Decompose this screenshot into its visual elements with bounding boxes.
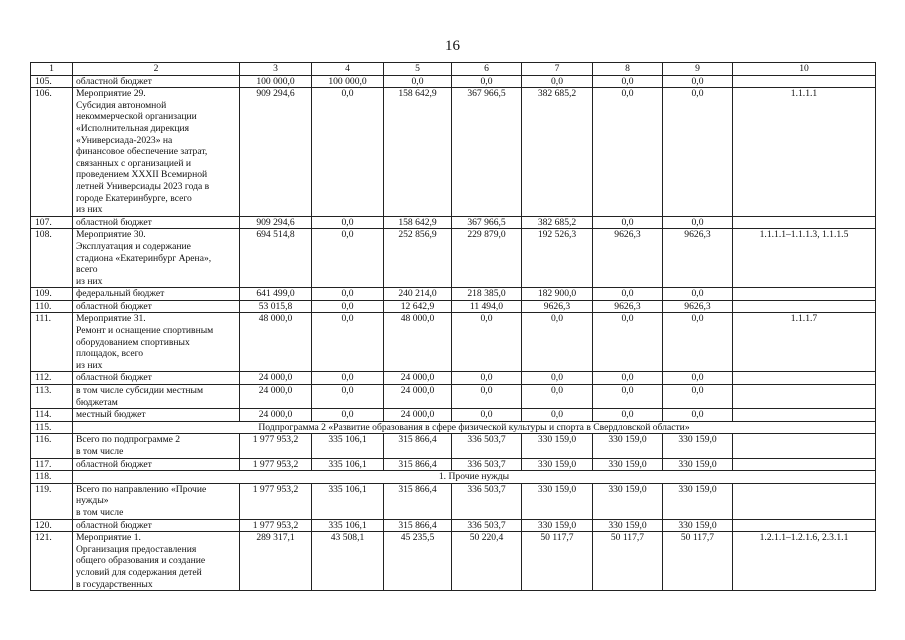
value-cell: 0,0 [593, 313, 663, 372]
row-number: 110. [31, 300, 73, 313]
column-header: 1 [31, 63, 73, 76]
value-cell: 0,0 [312, 313, 384, 372]
target-indicator [733, 300, 876, 313]
row-name: Мероприятие 29. Субсидия автономной некоммерческой организации «Исполнительная дирекция «Универсиада-2023» на финансовое обеспечение затрат, связанных с организацией и проведением XXXII Всемирной летней Универсиады 2023 года в городе Екатеринбурге, всего из них [73, 88, 240, 217]
row-number: 117. [31, 458, 73, 471]
value-cell: 240 214,0 [384, 288, 452, 301]
value-cell: 0,0 [452, 75, 522, 88]
value-cell: 367 966,5 [452, 88, 522, 217]
table-row [31, 409, 876, 422]
row-name: Мероприятие 1. Организация предоставления общего образования и создание условий для содержания детей в государственных [73, 532, 240, 591]
value-cell: 0,0 [522, 409, 593, 422]
value-cell: 50 117,7 [522, 532, 593, 591]
target-indicator [733, 519, 876, 532]
column-header: 7 [522, 63, 593, 76]
row-number: 109. [31, 288, 73, 301]
table-row [31, 471, 876, 484]
column-header: 4 [312, 63, 384, 76]
target-indicator [733, 288, 876, 301]
table-row [31, 519, 876, 532]
target-indicator: 1.1.1.7 [733, 313, 876, 372]
value-cell: 182 900,0 [522, 288, 593, 301]
value-cell: 100 000,0 [240, 75, 312, 88]
value-cell: 24 000,0 [240, 409, 312, 422]
value-cell: 24 000,0 [384, 372, 452, 385]
value-cell: 289 317,1 [240, 532, 312, 591]
column-header: 3 [240, 63, 312, 76]
row-name: областной бюджет [73, 75, 240, 88]
value-cell: 24 000,0 [240, 372, 312, 385]
value-cell: 330 159,0 [522, 483, 593, 519]
row-name: областной бюджет [73, 216, 240, 229]
value-cell: 367 966,5 [452, 216, 522, 229]
target-indicator [733, 385, 876, 409]
target-indicator [733, 409, 876, 422]
value-cell: 0,0 [522, 313, 593, 372]
row-name: в том числе субсидии местным бюджетам [73, 385, 240, 409]
row-number: 113. [31, 385, 73, 409]
target-indicator: 1.2.1.1–1.2.1.6, 2.3.1.1 [733, 532, 876, 591]
target-indicator: 1.1.1.1–1.1.1.3, 1.1.1.5 [733, 229, 876, 288]
page-number: 16 [445, 38, 460, 54]
value-cell: 9626,3 [593, 300, 663, 313]
column-header: 8 [593, 63, 663, 76]
value-cell: 45 235,5 [384, 532, 452, 591]
value-cell: 330 159,0 [663, 458, 733, 471]
value-cell: 9626,3 [663, 300, 733, 313]
value-cell: 24 000,0 [384, 409, 452, 422]
value-cell: 0,0 [663, 385, 733, 409]
value-cell: 694 514,8 [240, 229, 312, 288]
value-cell: 100 000,0 [312, 75, 384, 88]
value-cell: 1 977 953,2 [240, 458, 312, 471]
table-row [31, 483, 876, 519]
table-row [31, 216, 876, 229]
target-indicator [733, 434, 876, 458]
value-cell: 330 159,0 [593, 483, 663, 519]
value-cell: 330 159,0 [593, 519, 663, 532]
table-row [31, 421, 876, 434]
value-cell: 9626,3 [522, 300, 593, 313]
row-number: 108. [31, 229, 73, 288]
value-cell: 0,0 [663, 216, 733, 229]
column-header: 9 [663, 63, 733, 76]
value-cell: 50 117,7 [593, 532, 663, 591]
value-cell: 252 856,9 [384, 229, 452, 288]
target-indicator [733, 372, 876, 385]
target-indicator [733, 458, 876, 471]
table-row [31, 288, 876, 301]
table-row [31, 313, 876, 372]
value-cell: 12 642,9 [384, 300, 452, 313]
row-name: Всего по направлению «Прочие нужды» в том числе [73, 483, 240, 519]
value-cell: 158 642,9 [384, 88, 452, 217]
budget-table [30, 62, 876, 591]
value-cell: 0,0 [522, 385, 593, 409]
value-cell: 909 294,6 [240, 88, 312, 217]
value-cell: 330 159,0 [522, 434, 593, 458]
value-cell: 1 977 953,2 [240, 519, 312, 532]
value-cell: 0,0 [663, 409, 733, 422]
value-cell: 9626,3 [593, 229, 663, 288]
value-cell: 0,0 [312, 216, 384, 229]
value-cell: 9626,3 [663, 229, 733, 288]
row-number: 107. [31, 216, 73, 229]
row-number: 119. [31, 483, 73, 519]
value-cell: 0,0 [663, 288, 733, 301]
value-cell: 0,0 [384, 75, 452, 88]
value-cell: 48 000,0 [240, 313, 312, 372]
value-cell: 335 106,1 [312, 483, 384, 519]
value-cell: 336 503,7 [452, 434, 522, 458]
value-cell: 315 866,4 [384, 434, 452, 458]
table-row [31, 300, 876, 313]
value-cell: 0,0 [312, 409, 384, 422]
row-number: 116. [31, 434, 73, 458]
row-number: 114. [31, 409, 73, 422]
target-indicator [733, 216, 876, 229]
value-cell: 50 220,4 [452, 532, 522, 591]
table-row [31, 458, 876, 471]
column-header: 2 [73, 63, 240, 76]
column-header: 10 [733, 63, 876, 76]
row-number: 118. [31, 471, 73, 484]
value-cell: 641 499,0 [240, 288, 312, 301]
table-row [31, 88, 876, 217]
column-header: 5 [384, 63, 452, 76]
value-cell: 50 117,7 [663, 532, 733, 591]
value-cell: 0,0 [452, 409, 522, 422]
row-number: 115. [31, 421, 73, 434]
value-cell: 0,0 [312, 385, 384, 409]
value-cell: 218 385,0 [452, 288, 522, 301]
value-cell: 315 866,4 [384, 519, 452, 532]
row-name: Всего по подпрограмме 2 в том числе [73, 434, 240, 458]
value-cell: 315 866,4 [384, 483, 452, 519]
value-cell: 335 106,1 [312, 434, 384, 458]
value-cell: 0,0 [452, 385, 522, 409]
value-cell: 330 159,0 [522, 458, 593, 471]
value-cell: 24 000,0 [384, 385, 452, 409]
value-cell: 330 159,0 [593, 458, 663, 471]
value-cell: 336 503,7 [452, 458, 522, 471]
value-cell: 24 000,0 [240, 385, 312, 409]
value-cell: 0,0 [593, 385, 663, 409]
value-cell: 0,0 [593, 75, 663, 88]
value-cell: 0,0 [312, 229, 384, 288]
value-cell: 0,0 [663, 372, 733, 385]
value-cell: 0,0 [312, 288, 384, 301]
section-heading: 1. Прочие нужды [73, 471, 876, 484]
value-cell: 330 159,0 [593, 434, 663, 458]
row-number: 112. [31, 372, 73, 385]
value-cell: 229 879,0 [452, 229, 522, 288]
value-cell: 315 866,4 [384, 458, 452, 471]
row-name: областной бюджет [73, 458, 240, 471]
value-cell: 0,0 [312, 300, 384, 313]
value-cell: 0,0 [593, 409, 663, 422]
value-cell: 0,0 [522, 75, 593, 88]
value-cell: 909 294,6 [240, 216, 312, 229]
value-cell: 43 508,1 [312, 532, 384, 591]
table-row [31, 385, 876, 409]
table-row [31, 532, 876, 591]
value-cell: 11 494,0 [452, 300, 522, 313]
table-row [31, 372, 876, 385]
row-number: 106. [31, 88, 73, 217]
value-cell: 48 000,0 [384, 313, 452, 372]
value-cell: 0,0 [663, 313, 733, 372]
value-cell: 0,0 [663, 88, 733, 217]
value-cell: 0,0 [593, 216, 663, 229]
row-number: 121. [31, 532, 73, 591]
value-cell: 0,0 [312, 372, 384, 385]
value-cell: 0,0 [593, 88, 663, 217]
column-header: 6 [452, 63, 522, 76]
target-indicator [733, 483, 876, 519]
value-cell: 336 503,7 [452, 483, 522, 519]
row-name: областной бюджет [73, 300, 240, 313]
value-cell: 0,0 [312, 88, 384, 217]
value-cell: 53 015,8 [240, 300, 312, 313]
value-cell: 0,0 [593, 288, 663, 301]
value-cell: 1 977 953,2 [240, 483, 312, 519]
value-cell: 382 685,2 [522, 216, 593, 229]
section-heading: Подпрограмма 2 «Развитие образования в сфере физической культуры и спорта в Свердловской области» [73, 421, 876, 434]
target-indicator: 1.1.1.1 [733, 88, 876, 217]
value-cell: 158 642,9 [384, 216, 452, 229]
value-cell: 335 106,1 [312, 519, 384, 532]
row-number: 111. [31, 313, 73, 372]
value-cell: 0,0 [593, 372, 663, 385]
value-cell: 330 159,0 [663, 434, 733, 458]
value-cell: 336 503,7 [452, 519, 522, 532]
row-name: Мероприятие 30. Эксплуатация и содержание стадиона «Екатеринбург Арена», всего из них [73, 229, 240, 288]
value-cell: 330 159,0 [663, 483, 733, 519]
value-cell: 330 159,0 [663, 519, 733, 532]
value-cell: 1 977 953,2 [240, 434, 312, 458]
row-number: 105. [31, 75, 73, 88]
row-name: федеральный бюджет [73, 288, 240, 301]
value-cell: 335 106,1 [312, 458, 384, 471]
table-row [31, 229, 876, 288]
value-cell: 0,0 [452, 313, 522, 372]
value-cell: 0,0 [522, 372, 593, 385]
row-number: 120. [31, 519, 73, 532]
value-cell: 0,0 [663, 75, 733, 88]
table-row [31, 75, 876, 88]
value-cell: 0,0 [452, 372, 522, 385]
row-name: Мероприятие 31. Ремонт и оснащение спортивным оборудованием спортивных площадок, всего из них [73, 313, 240, 372]
row-name: местный бюджет [73, 409, 240, 422]
value-cell: 382 685,2 [522, 88, 593, 217]
table-header-row [31, 63, 876, 76]
row-name: областной бюджет [73, 519, 240, 532]
table-row [31, 434, 876, 458]
target-indicator [733, 75, 876, 88]
row-name: областной бюджет [73, 372, 240, 385]
value-cell: 330 159,0 [522, 519, 593, 532]
value-cell: 192 526,3 [522, 229, 593, 288]
